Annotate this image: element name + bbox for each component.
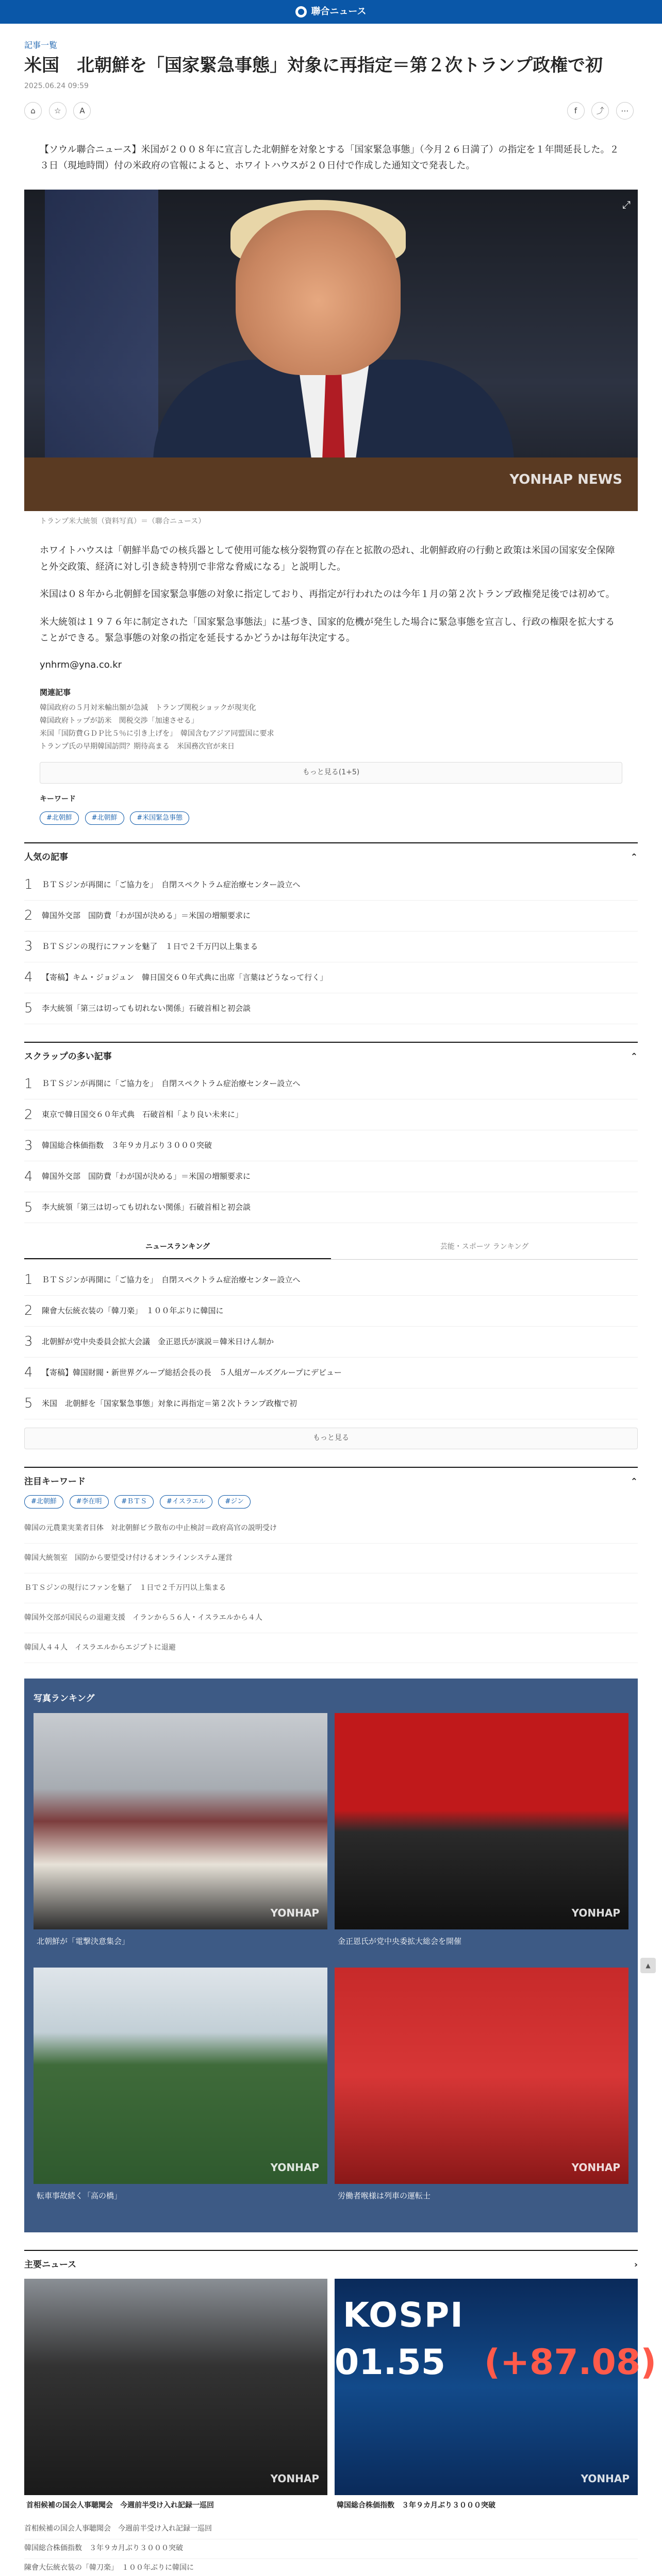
trend-chip[interactable]: #イスラエル — [160, 1495, 212, 1509]
rank-number: 2 — [24, 908, 33, 924]
keyword-block — [24, 784, 638, 825]
rank-number: 3 — [24, 1138, 33, 1154]
chevron-up-icon[interactable]: ⌃ — [630, 852, 638, 863]
expand-icon[interactable]: ⤢ — [622, 198, 631, 211]
list-item[interactable] — [24, 1161, 638, 1192]
article-toolbar — [24, 102, 638, 120]
main-news-card[interactable] — [24, 2279, 327, 2517]
scrap-title: スクラップの多い記事 — [24, 1051, 112, 1062]
item-text: 李大統領「第三は切っても切れない関係」石破首相と初会談 — [42, 1003, 251, 1013]
photo-face — [236, 210, 401, 375]
trend-title: 注目キーワード — [24, 1476, 86, 1487]
list-item[interactable]: 韓国外交部が国民らの退避支援 イランから５６人・イスラエルから４人 — [24, 1603, 638, 1633]
keyword-chip[interactable]: #米国緊急事態 — [130, 811, 189, 825]
main-news-section — [24, 2250, 657, 2576]
item-text: 韓国外交部 国防費「わが国が決める」＝米国の増額要求に — [42, 910, 251, 920]
list-item[interactable] — [24, 1069, 638, 1099]
main-news-caption: 韓国総合株価指数 ３年９カ月ぶり３０００突破 — [337, 2501, 495, 2510]
item-text: 韓国外交部 国防費「わが国が決める」＝米国の増額要求に — [42, 1172, 251, 1181]
photo-watermark: YONHAP NEWS — [509, 472, 622, 488]
popular-title: 人気の記事 — [24, 852, 68, 863]
item-text: ＢＴＳジンの現行にファンを魅了 １日で２千万円以上集まる — [42, 941, 258, 951]
trend-chip[interactable]: #ＢＴＳ — [114, 1495, 154, 1509]
list-item[interactable] — [24, 1296, 638, 1327]
tab-news-ranking[interactable]: ニュースランキング — [24, 1236, 331, 1259]
chevron-right-icon[interactable]: › — [634, 2259, 638, 2270]
main-news-card[interactable] — [335, 2279, 657, 2517]
photo-watermark: YONHAP — [270, 2161, 319, 2174]
list-item[interactable] — [24, 1130, 638, 1161]
related-title: 関連記事 — [40, 687, 71, 697]
list-item[interactable] — [24, 993, 638, 1024]
list-item[interactable]: 韓国総合株価指数 ３年９カ月ぶり３０００突破 — [24, 2539, 638, 2559]
item-text: 【寄稿】キム・ジョジュン 韓日国交６０年式典に出席「言葉はどうなって行く」 — [42, 972, 328, 982]
keyword-chip[interactable]: #北朝鮮 — [40, 811, 79, 825]
rank-number: 4 — [24, 1168, 33, 1184]
chevron-up-icon[interactable]: ⌃ — [630, 1051, 638, 1062]
kospi-value: 01.55 — [335, 2342, 446, 2383]
photo-card[interactable] — [34, 1713, 327, 1960]
photo-caption: トランプ米大統領（資料写真）＝（聯合ニュース） — [40, 517, 206, 526]
body-paragraph: 米大統領は１９７６年に制定された「国家緊急事態法」に基づき、国家的危機が発生した場合に緊急事態を宣言し、行政の権限を拡大することができる。緊急事態の対象の指定を延長するかどうかは毎年決定する。 — [40, 616, 615, 644]
tab-entertainment-ranking[interactable]: 芸能・スポーツ ランキング — [440, 1243, 529, 1251]
article-header — [24, 24, 638, 130]
brand-logo[interactable] — [295, 5, 366, 19]
related-item[interactable]: 米国「国防費ＧＤＰ比５％に引き上げを」 韓国含むアジア同盟国に要求 — [40, 730, 274, 738]
rank-number: 2 — [24, 1107, 33, 1123]
photo-thumbnail — [335, 2279, 657, 2495]
article-date: 2025.06.24 09:59 — [24, 81, 89, 90]
article-summary: 【ソウル聯合ニュース】米国が２００８年に宣言した北朝鮮を対象とする「国家緊急事態」（今月２６日満了）の指定を１年間延長した。２３日（現地時間）付の米政府の官報によると、ホワイトハウスが２０日付で作成した通知文で発表した。 — [40, 144, 619, 171]
share-icon[interactable]: ⤴ — [591, 102, 609, 120]
item-text: 北朝鮮が党中央委員会拡大会議 金正恩氏が演説＝韓米日けん制か — [42, 1336, 274, 1346]
item-text: 韓国総合株価指数 ３年９カ月ぶり３０００突破 — [42, 1141, 212, 1150]
keyword-chip[interactable]: #北朝鮮 — [85, 811, 124, 825]
rank-number: 3 — [24, 939, 33, 955]
photo-caption: 北朝鮮が「電撃決意集会」 — [37, 1936, 130, 1946]
list-item[interactable] — [24, 1388, 638, 1419]
photo-thumbnail — [24, 2279, 327, 2495]
related-articles — [24, 687, 638, 754]
background-flag — [45, 190, 158, 457]
photo-watermark: YONHAP — [270, 2472, 319, 2485]
scroll-top-icon[interactable]: ▲ — [640, 1958, 656, 1973]
article-title: 米国 北朝鮮を「国家緊急事態」対象に再指定＝第２次トランプ政権で初 — [24, 55, 603, 76]
popular-section — [24, 842, 638, 1024]
article-category[interactable]: 記事一覧 — [24, 40, 58, 50]
font-size-icon[interactable]: A — [73, 102, 91, 120]
keyword-title: キーワード — [40, 794, 76, 803]
rank-number: 1 — [24, 1272, 33, 1288]
trend-chip[interactable]: #北朝鮮 — [24, 1495, 63, 1509]
body-paragraph: 米国は０８年から北朝鮮を国家緊急事態の対象に指定しており、再指定が行われたのは今年１月の第２次トランプ政権発足後では初めて。 — [40, 589, 615, 600]
photo-thumbnail — [34, 1968, 327, 2184]
ranking-more-button[interactable]: もっと見る — [24, 1428, 638, 1449]
news-ranking-list — [24, 1265, 638, 1419]
main-news-title: 主要ニュース — [24, 2259, 77, 2270]
rank-number: 1 — [24, 877, 33, 893]
photo-caption: 労働者喉様は列車の運転士 — [338, 2191, 431, 2200]
scrap-section — [24, 1042, 638, 1223]
rank-number: 4 — [24, 970, 33, 986]
list-item[interactable]: 首相候補の国会人事聴聞会 今週前半受け入れ記録一巡回 — [24, 2520, 638, 2539]
list-item[interactable] — [24, 1358, 638, 1388]
item-text: 【寄稿】韓国財閥・新世界グループ総括会長の長 ５人組ガールズグループにデビュー — [42, 1367, 342, 1377]
trend-section — [24, 1467, 638, 1663]
photo-caption: 転車事故続く「高の橋」 — [37, 2191, 122, 2200]
list-item[interactable] — [24, 1265, 638, 1296]
list-item[interactable] — [24, 1099, 638, 1130]
more-icon[interactable]: ⋯ — [616, 102, 634, 120]
list-item[interactable]: ＢＴＳジンの現行にファンを魅了 １日で２千万円以上集まる — [24, 1573, 638, 1603]
item-text: ＢＴＳジンが再開に「ご協力を」 自閉スペクトラム症治療センター設立へ — [42, 1275, 301, 1284]
item-text: ＢＴＳジンが再開に「ご協力を」 自閉スペクトラム症治療センター設立へ — [42, 879, 301, 889]
item-text: 陳會大伝統衣装の「韓刀楽」 １００年ぶりに韓国に — [42, 1306, 224, 1315]
bookmark-icon[interactable]: ☆ — [49, 102, 67, 120]
chevron-up-icon[interactable]: ⌃ — [630, 1476, 638, 1487]
photo-watermark: YONHAP — [581, 2472, 630, 2485]
list-item[interactable] — [24, 901, 638, 931]
related-item[interactable]: 韓国政府トップが訪米 関税交渉「加速させる」 — [40, 717, 198, 725]
author-email[interactable]: ynhrm@yna.co.kr — [40, 659, 122, 670]
photo-ranking-section — [24, 1679, 638, 2232]
list-item[interactable]: 韓国人４４人 イスラエルからエジプトに退避 — [24, 1633, 638, 1663]
list-item[interactable]: 陳會大伝統衣装の「韓刀楽」 １００年ぶりに韓国に — [24, 2559, 638, 2576]
item-text: ＢＴＳジンが再開に「ご協力を」 自閉スペクトラム症治療センター設立へ — [42, 1079, 301, 1089]
related-more-button[interactable]: もっと見る(1+5) — [40, 762, 622, 784]
item-text: 李大統領「第三は切っても切れない関係」石破首相と初会談 — [42, 1202, 251, 1212]
list-item[interactable] — [24, 1192, 638, 1223]
list-item[interactable]: 韓国の元農業実業者目体 対北朝鮮ビラ散布の中止検討＝政府高官の説明受け — [24, 1514, 638, 1544]
related-item[interactable]: 韓国政府の５月対米輸出額が急減 トランプ関税ショックが現実化 — [40, 703, 256, 712]
trend-chip[interactable]: #ジン — [218, 1495, 251, 1509]
photo-card[interactable] — [335, 1713, 628, 1960]
photo-watermark: YONHAP — [270, 1906, 319, 1919]
photo-watermark: YONHAP — [571, 2161, 620, 2174]
item-text: 東京で韓日国交６０年式典 石破首相「より良い未来に」 — [42, 1110, 243, 1120]
rank-number: 1 — [24, 1076, 33, 1092]
photo-thumbnail — [335, 1713, 628, 1929]
list-item[interactable] — [24, 931, 638, 962]
top-bar — [0, 0, 662, 24]
yonhap-logo-icon — [295, 6, 307, 18]
brand-name: 聯合ニュース — [311, 6, 367, 18]
home-icon[interactable]: ⌂ — [24, 102, 42, 120]
kospi-change: (+87.08) — [484, 2342, 657, 2383]
list-item[interactable] — [24, 870, 638, 901]
article-body — [24, 543, 638, 647]
item-text: 米国 北朝鮮を「国家緊急事態」対象に再指定＝第２次トランプ政権で初 — [42, 1398, 297, 1408]
rank-number: 3 — [24, 1334, 33, 1350]
trend-chip[interactable]: #李在明 — [70, 1495, 109, 1509]
kospi-label: KOSPI — [343, 2295, 464, 2335]
photo-thumbnail — [34, 1713, 327, 1929]
rank-number: 4 — [24, 1365, 33, 1381]
rank-number: 5 — [24, 1199, 33, 1215]
body-paragraph: ホワイトハウスは「朝鮮半島での核兵器として使用可能な核分裂物質の存在と拡散の恐れ、北朝鮮政府の行動と政策は米国の国家安全保障と外交政策、経済に対し引き続き特別で非常な脅威になる」と説明した。 — [40, 545, 615, 572]
photo-card[interactable] — [335, 1968, 628, 2215]
photo-thumbnail — [335, 1968, 628, 2184]
related-item[interactable]: トランプ氏の早期韓国訪問？期待高まる 米国務次官が来日 — [40, 742, 235, 751]
rank-number: 2 — [24, 1303, 33, 1319]
rank-number: 5 — [24, 1001, 33, 1016]
list-item[interactable] — [24, 962, 638, 993]
main-container — [24, 24, 657, 2576]
facebook-icon[interactable]: f — [567, 102, 585, 120]
list-item[interactable]: 韓国大統領室 国防から要望受け付けるオンラインシステム運営 — [24, 1544, 638, 1573]
rank-number: 5 — [24, 1396, 33, 1412]
photo-ranking-title: 写真ランキング — [34, 1693, 95, 1704]
article-main-photo[interactable] — [24, 190, 638, 511]
ranking-tabs — [24, 1236, 638, 1260]
photo-caption: 金正恩氏が党中央委拡大総会を開催 — [338, 1936, 462, 1946]
photo-watermark: YONHAP — [571, 1906, 620, 1919]
list-item[interactable] — [24, 1327, 638, 1358]
main-news-caption: 首相候補の国会人事聴聞会 今週前半受け入れ記録一巡回 — [26, 2501, 214, 2510]
photo-card[interactable] — [34, 1968, 327, 2215]
